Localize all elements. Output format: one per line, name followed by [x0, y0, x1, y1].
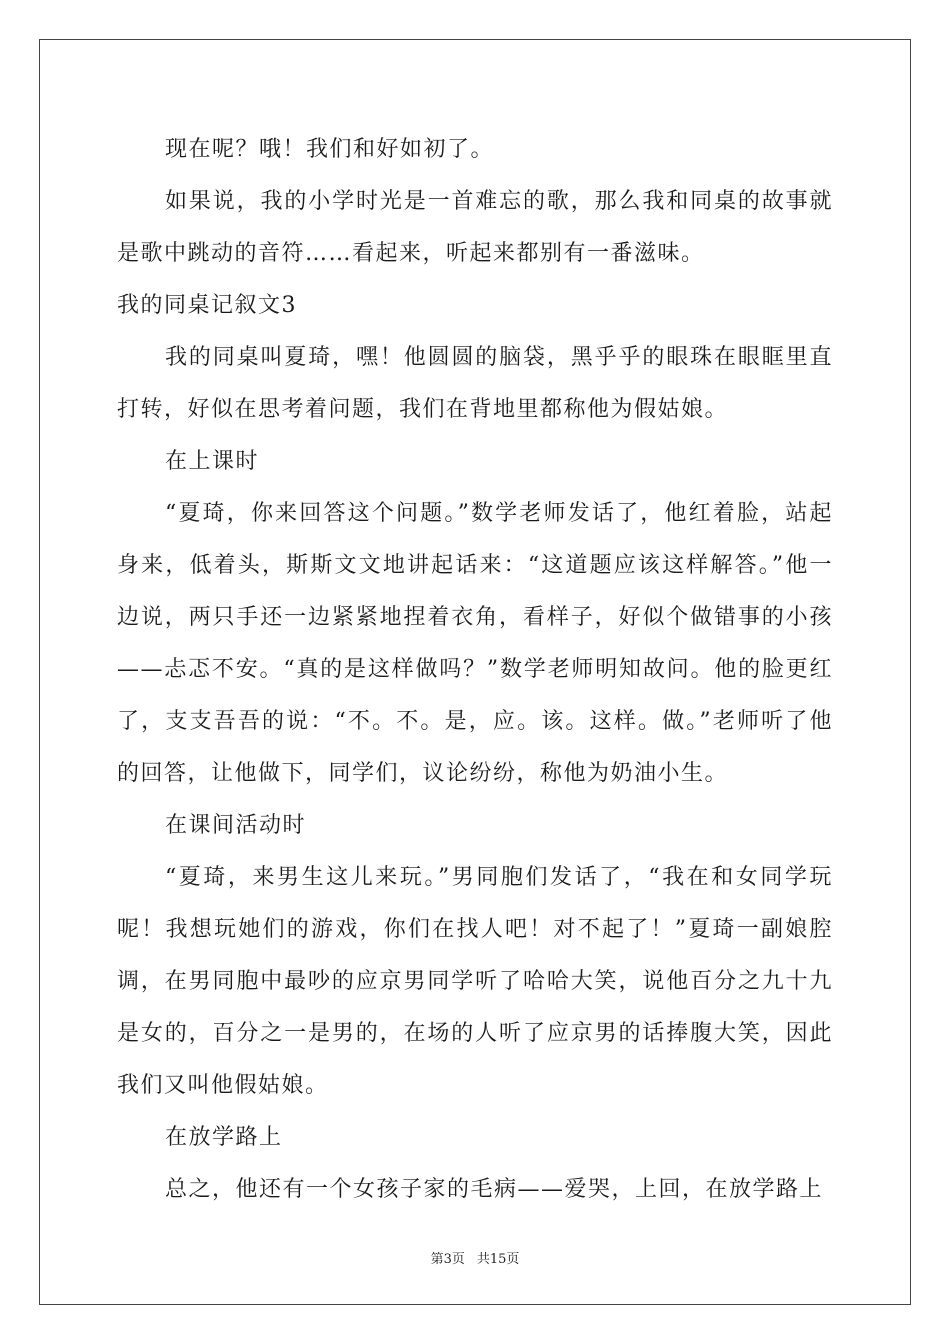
paragraph: 我的同桌叫夏琦，嘿！他圆圆的脑袋，黑乎乎的眼珠在眼眶里直打转，好似在思考着问题，我们在背地里都称他为假姑娘。 — [117, 345, 833, 422]
subheading: 在放学路上 — [165, 1125, 283, 1150]
page-total: 共15页 — [476, 1252, 520, 1267]
paragraph: 如果说，我的小学时光是一首难忘的歌，那么我和同桌的故事就是歌中跳动的音符……看起来，听起来都别有一番滋味。 — [117, 189, 833, 266]
paragraph: “夏琦，你来回答这个问题。”数学老师发话了，他红着脸，站起身来，低着头，斯斯文文地讲起话来：“这道题应该这样解答。”他一边说，两只手还一边紧紧地捏着衣角，看样子，好似个做错事的小孩——忐忑不安。“真的是这样做吗？”数学老师明知故问。他的脸更红了，支支吾吾的说：“不。不。是，应。该。这样。做。”老师听了他的回答，让他做下，同学们，议论纷纷，称他为奶油小生。 — [117, 501, 833, 786]
page-footer — [0, 1248, 950, 1267]
page-number: 第3页 — [430, 1252, 465, 1267]
paragraph: “夏琦，来男生这儿来玩。”男同胞们发话了，“我在和女同学玩呢！我想玩她们的游戏，你们在找人吧！对不起了！”夏琦一副娘腔调，在男同胞中最吵的应京男同学听了哈哈大笑，说他百分之九十九是女的，百分之一是男的，在场的人听了应京男的话捧腹大笑，因此我们又叫他假姑娘。 — [117, 865, 833, 1098]
paragraph: 现在呢？哦！我们和好如初了。 — [165, 137, 495, 162]
section-title: 我的同桌记叙文3 — [117, 293, 297, 318]
subheading: 在课间活动时 — [165, 813, 307, 838]
paragraph: 总之，他还有一个女孩子家的毛病——爱哭，上回，在放学路上 — [165, 1177, 824, 1202]
document-body — [117, 124, 833, 1216]
subheading: 在上课时 — [165, 449, 260, 474]
